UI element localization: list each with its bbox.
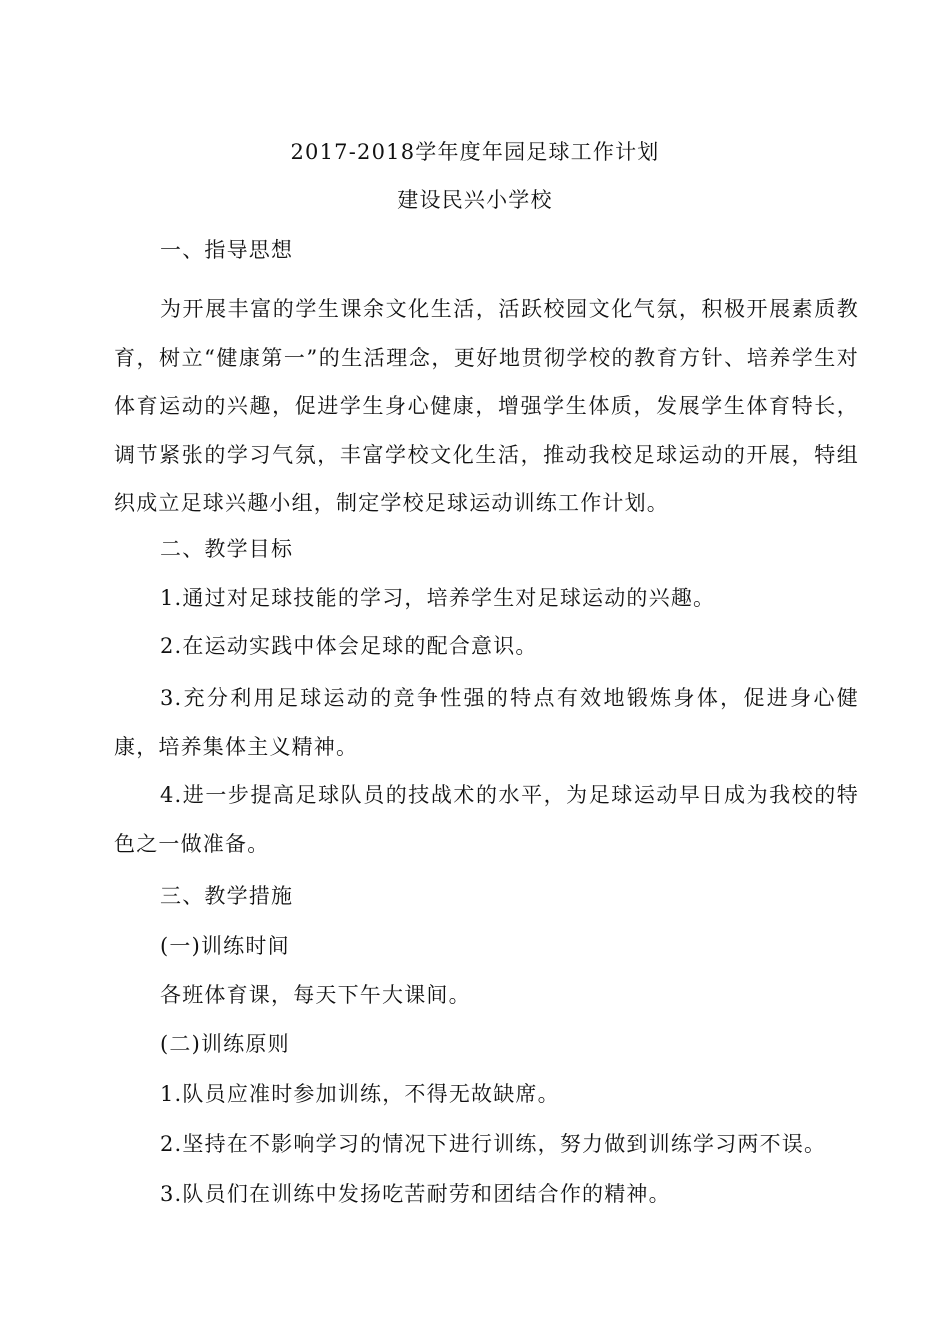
subheading-training-principles: (二)训练原则 — [160, 1032, 290, 1056]
goal-item-3: 3.充分利用足球运动的竞争性强的特点有效地锻炼身体，促进身心健康，培养集体主义精神。 — [114, 686, 859, 759]
goal-item-2: 2.在运动实践中体会足球的配合意识。 — [160, 634, 538, 658]
principle-item-1: 1.队员应准时参加训练，不得无故缺席。 — [160, 1082, 560, 1106]
paragraph-guiding-ideology: 为开展丰富的学生课余文化生活，活跃校园文化气氛，积极开展素质教育，树立“健康第一”的生活理念，更好地贯彻学校的教育方针、培养学生对体育运动的兴趣，促进学生身心健康，增强学生体质，发展学生体育特长，调节紧张的学习气氛，丰富学校文化生活，推动我校足球运动的开展，特组织成立足球兴趣小组，制定学校足球运动训练工作计划。 — [114, 297, 859, 516]
section-heading-teaching-measures: 三、教学措施 — [160, 884, 294, 908]
subheading-training-time: (一)训练时间 — [160, 934, 290, 958]
goal-item-1: 1.通过对足球技能的学习，培养学生对足球运动的兴趣。 — [160, 586, 716, 610]
goal-item-4: 4.进一步提高足球队员的技战术的水平，为足球运动早日成为我校的特色之一做准备。 — [114, 783, 859, 856]
school-name: 建设民兴小学校 — [397, 188, 553, 212]
principle-item-3: 3.队员们在训练中发扬吃苦耐劳和团结合作的精神。 — [160, 1182, 671, 1206]
document-title: 2017-2018学年度年园足球工作计划 — [290, 140, 660, 164]
section-heading-teaching-goals: 二、教学目标 — [160, 537, 294, 561]
section-heading-guiding-ideology: 一、指导思想 — [160, 238, 294, 262]
training-time-text: 各班体育课，每天下午大课间。 — [160, 983, 471, 1007]
principle-item-2: 2.坚持在不影响学习的情况下进行训练，努力做到训练学习两不误。 — [160, 1132, 827, 1156]
